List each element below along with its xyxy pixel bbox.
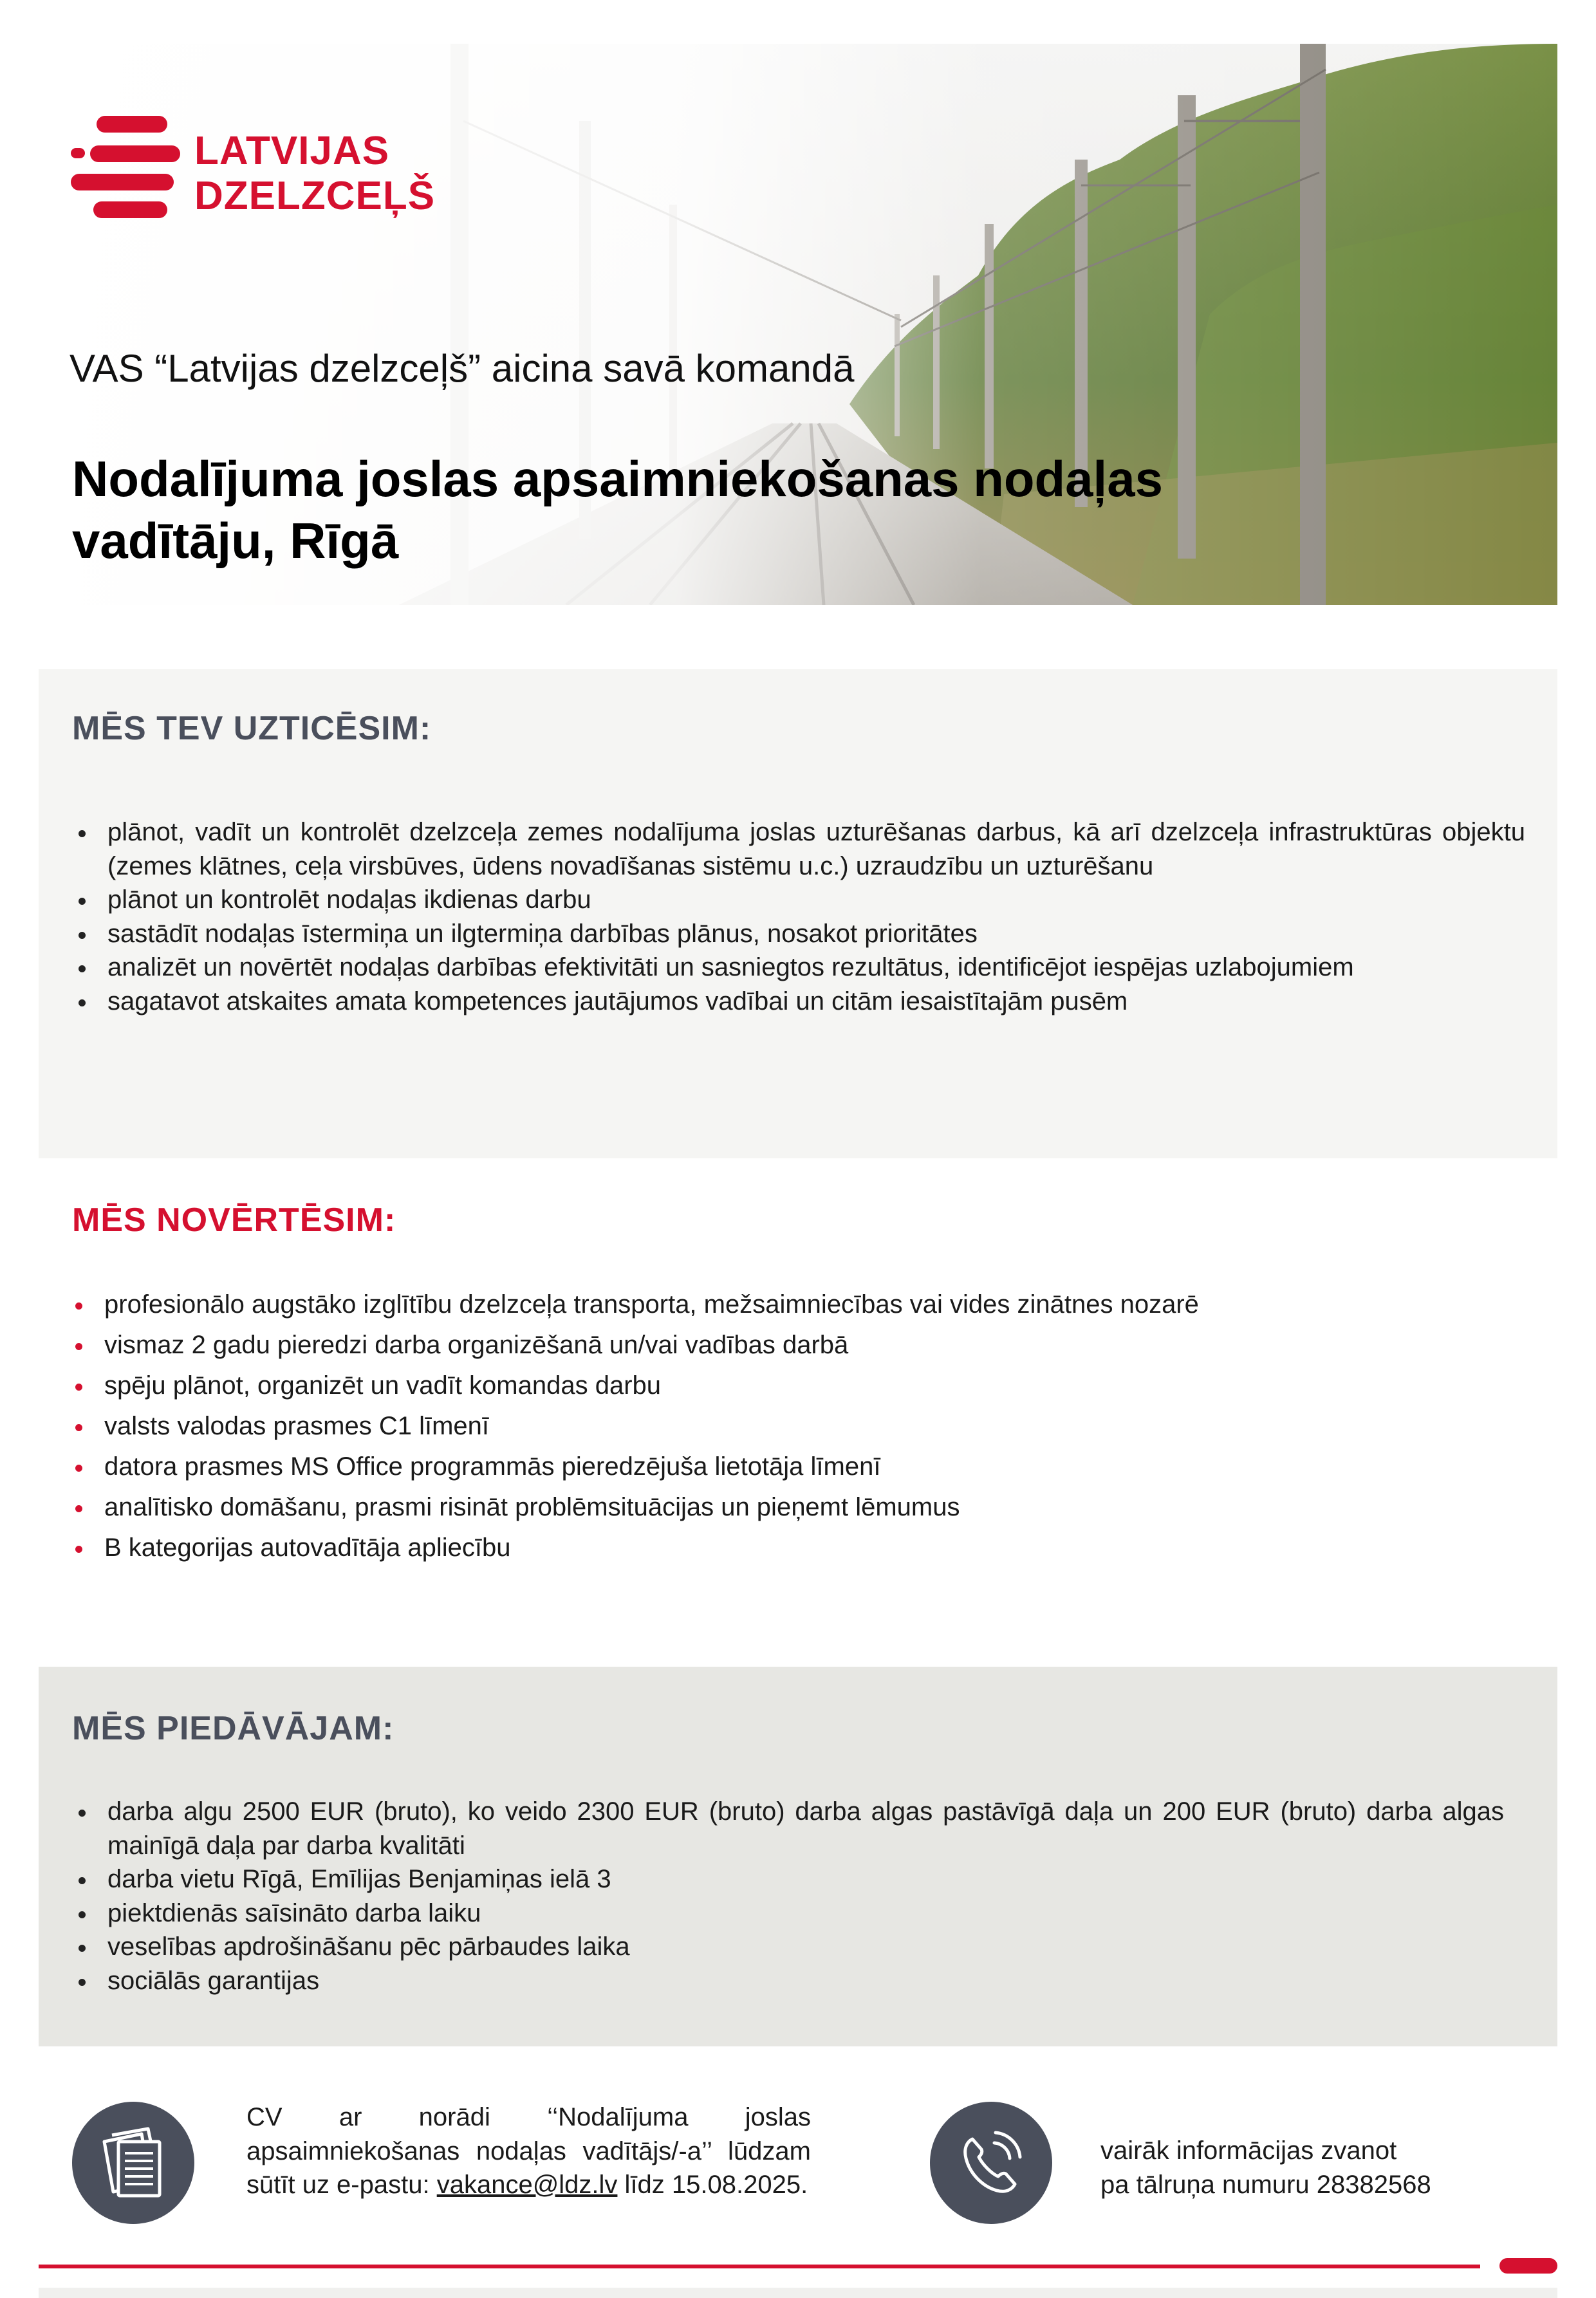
list-item: veselības apdrošināšanu pēc pārbaudes laika	[107, 1930, 1504, 1964]
offer-list	[107, 1795, 1504, 1997]
documents-icon	[72, 2102, 194, 2224]
responsibilities-heading: MĒS TEV UZTICĒSIM:	[72, 710, 432, 747]
requirements-section	[39, 1158, 1557, 1667]
email-link[interactable]: vakance@ldz.lv	[436, 2171, 618, 2199]
footer-divider	[39, 2265, 1480, 2268]
list-item: vismaz 2 gadu pieredzi darba organizēšanā un/vai vadības darbā	[104, 1325, 1520, 1366]
list-item: darba algu 2500 EUR (bruto), ko veido 2300 EUR (bruto) darba algas pastāvīgā daļa un 200 EUR (bruto) darba algas mainīgā daļa par darba kvalitāti	[107, 1795, 1504, 1862]
cv-text-before: CV ar norādi ‘‘Nodalījuma joslas apsaimniekošanas nodaļas vadītājs/-a’’ lūdzam sūtīt uz e-pastu:	[246, 2103, 811, 2199]
list-item: plānot, vadīt un kontrolēt dzelzceļa zemes nodalījuma joslas uzturēšanas darbus, kā arī dzelzceļa infrastruktūras objektu (zemes klātnes, ceļa virsbūves, ūdens novadīšanas sistēmu u.c.) uzraudzību un uzturēšanu	[107, 815, 1525, 883]
cv-text-after: līdz 15.08.2025.	[617, 2171, 808, 2199]
list-item: profesionālo augstāko izglītību dzelzceļa transporta, mežsaimniecības vai vides zinātnes nozarē	[104, 1284, 1520, 1325]
responsibilities-section	[39, 669, 1557, 1158]
list-item: darba vietu Rīgā, Emīlijas Benjamiņas ielā 3	[107, 1862, 1504, 1896]
list-item: piektdienās saīsināto darba laiku	[107, 1896, 1504, 1931]
phone-line-1: vairāk informācijas zvanot	[1100, 2136, 1397, 2165]
requirements-list	[104, 1284, 1520, 1568]
list-item: sociālās garantijas	[107, 1964, 1504, 1998]
intro-text: VAS “Latvijas dzelzceļš” aicina savā komandā	[70, 347, 855, 390]
logo-word-latvijas: LATVIJAS	[194, 129, 390, 173]
list-item: sastādīt nodaļas īstermiņa un ilgtermiņa darbības plānus, nosakot prioritātes	[107, 917, 1525, 951]
latvijas-dzelzcels-logo	[71, 115, 436, 221]
cv-instructions	[246, 2100, 811, 2202]
bottom-strip	[39, 2288, 1557, 2298]
list-item: plānot un kontrolēt nodaļas ikdienas darbu	[107, 883, 1525, 917]
footer-accent-dash	[1499, 2258, 1557, 2274]
list-item: spēju plānot, organizēt un vadīt komandas darbu	[104, 1366, 1520, 1406]
list-item: B kategorijas autovadītāja apliecību	[104, 1528, 1520, 1568]
phone-line-2: pa tālruņa numuru 28382568	[1100, 2170, 1431, 2199]
phone-icon	[930, 2102, 1052, 2224]
logo-word-dzelzcels: DZELZCEĻŠ	[194, 174, 436, 218]
responsibilities-list	[107, 815, 1525, 1018]
list-item: valsts valodas prasmes C1 līmenī	[104, 1406, 1520, 1447]
requirements-heading: MĒS NOVĒRTĒSIM:	[72, 1201, 396, 1239]
list-item: datora prasmes MS Office programmās pieredzējuša lietotāja līmenī	[104, 1447, 1520, 1487]
job-title: Nodalījuma joslas apsaimniekošanas nodaļas vadītāju, Rīgā	[72, 450, 1163, 569]
logo-bars-icon	[71, 115, 183, 221]
list-item: analītisko domāšanu, prasmi risināt problēmsituācijas un pieņemt lēmumus	[104, 1487, 1520, 1528]
list-item: sagatavot atskaites amata kompetences jautājumos vadībai un citām iesaistītajām pusēm	[107, 985, 1525, 1019]
offer-section	[39, 1667, 1557, 2046]
offer-heading: MĒS PIEDĀVĀJAM:	[72, 1710, 394, 1747]
list-item: analizēt un novērtēt nodaļas darbības efektivitāti un sasniegtos rezultātus, identificējot iespējas uzlabojumiem	[107, 950, 1525, 985]
phone-info	[1100, 2134, 1431, 2201]
